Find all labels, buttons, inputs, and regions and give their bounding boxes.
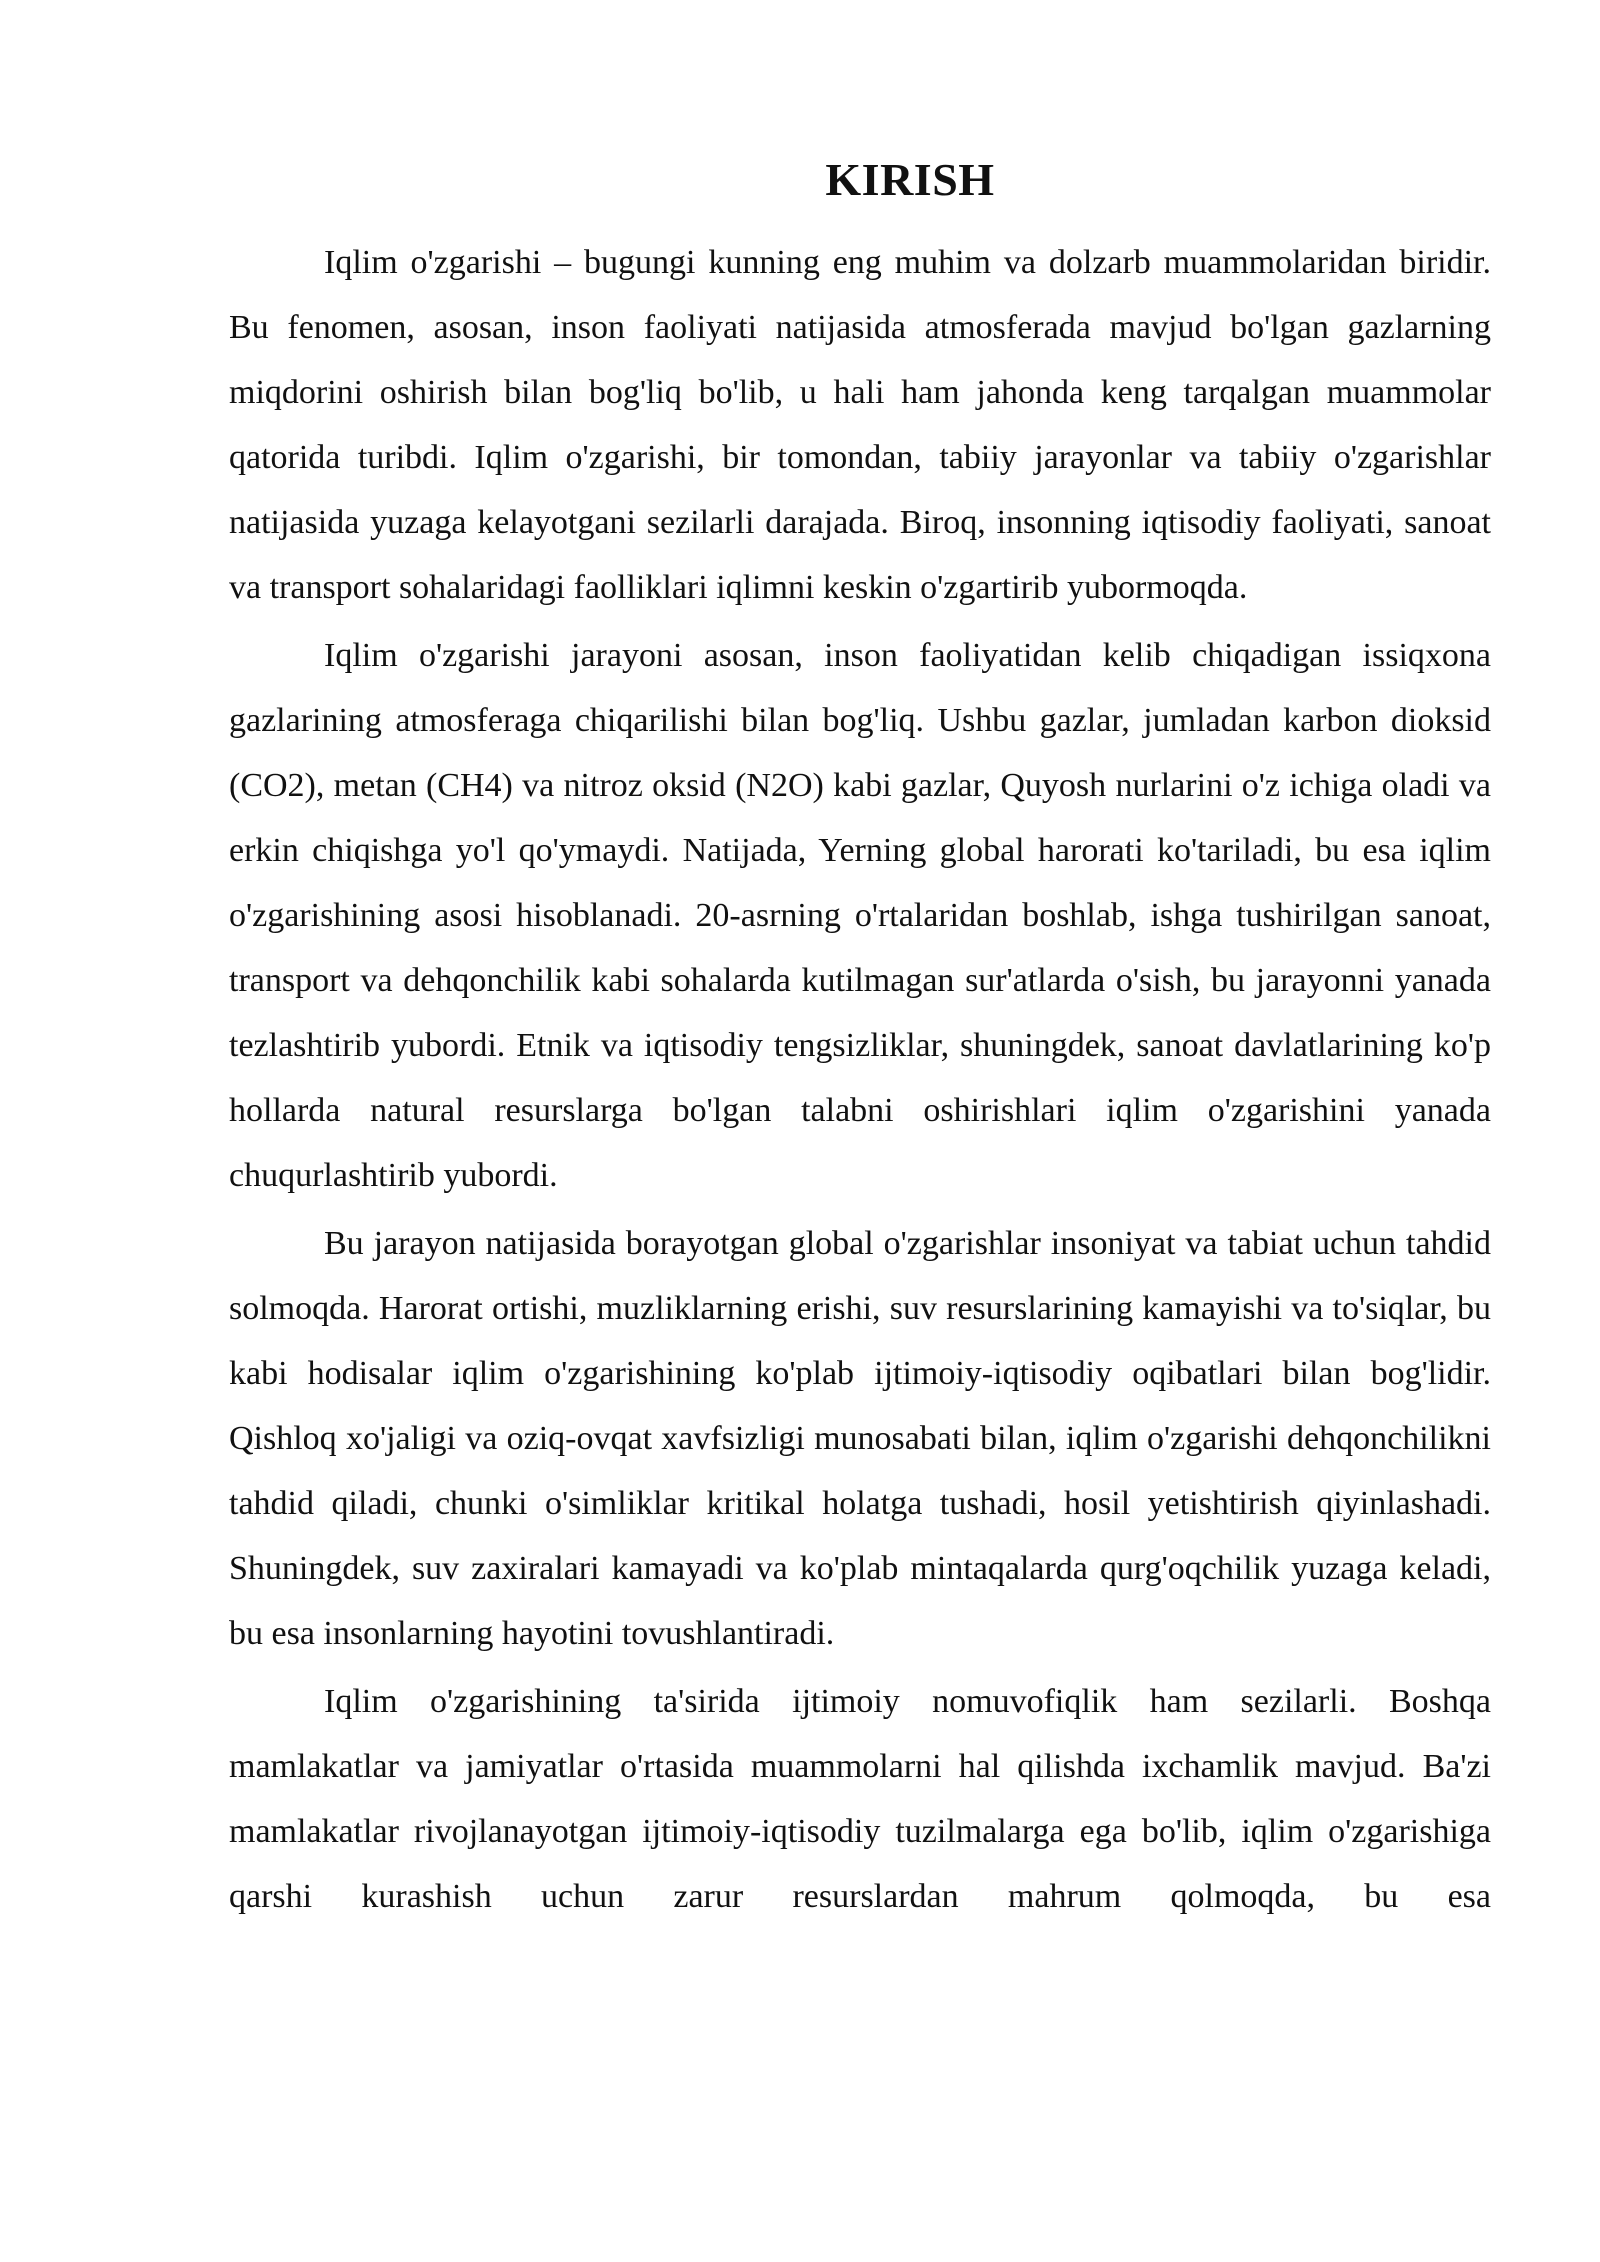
page-title: KIRISH xyxy=(825,154,995,205)
paragraph-2: Iqlim o'zgarishi jarayoni asosan, inson faoliyatidan kelib chiqadigan issiqxona gazlarining atmosferaga chiqarilishi bilan bog'liq. Ushbu gazlar, jumladan karbon dioksid (CO2), metan (CH4) va nitroz oksid (N2O) kabi gazlar, Quyosh nurlarini o'z ichiga oladi va erkin chiqishga yo'l qo'ymaydi. Natijada, Yerning global harorati ko'tariladi, bu esa iqlim o'zgarishining asosi hisoblanadi. 20-asrning o'rtalaridan boshlab, ishga tushirilgan sanoat, transport va dehqonchilik kabi sohalarda kutilmagan sur'atlarda o'sish, bu jarayonni yanada tezlashtirib yubordi. Etnik va iqtisodiy tengsizliklar, shuningdek, sanoat davlatlarining ko'p hollarda natural resurslarga bo'lgan talabni oshirishlari iqlim o'zgarishini yanada chuqurlashtirib yubordi. xyxy=(229,637,1491,1194)
paragraph-4: Iqlim o'zgarishining ta'sirida ijtimoiy nomuvofiqlik ham sezilarli. Boshqa mamlakatlar va jamiyatlar o'rtasida muammolarni hal qilishda ixchamlik mavjud. Ba'zi mamlakatlar rivojlanayotgan ijtimoiy-iqtisodiy tuzilmalarga ega bo'lib, iqlim o'zgarishiga qarshi kurashish uchun zarur resurslardan mahrum qolmoqda, bu esa xyxy=(229,1683,1491,1915)
document-body xyxy=(229,230,1491,1929)
paragraph-3: Bu jarayon natijasida borayotgan global o'zgarishlar insoniyat va tabiat uchun tahdid solmoqda. Harorat ortishi, muzliklarning erishi, suv resurslarining kamayishi va to'siqlar, bu kabi hodisalar iqlim o'zgarishining ko'plab ijtimoiy-iqtisodiy oqibatlari bilan bog'lidir. Qishloq xo'jaligi va oziq-ovqat xavfsizligi munosabati bilan, iqlim o'zgarishi dehqonchilikni tahdid qiladi, chunki o'simliklar kritikal holatga tushadi, hosil yetishtirish qiyinlashadi. Shuningdek, suv zaxiralari kamayadi va ko'plab mintaqalarda qurg'oqchilik yuzaga keladi, bu esa insonlarning hayotini tovushlantiradi. xyxy=(229,1225,1491,1652)
paragraph-1: Iqlim o'zgarishi – bugungi kunning eng muhim va dolzarb muammolaridan biridir. Bu fenomen, asosan, inson faoliyati natijasida atmosferada mavjud bo'lgan gazlarning miqdorini oshirish bilan bog'liq bo'lib, u hali ham jahonda keng tarqalgan muammolar qatorida turibdi. Iqlim o'zgarishi, bir tomondan, tabiiy jarayonlar va tabiiy o'zgarishlar natijasida yuzaga kelayotgani sezilarli darajada. Biroq, insonning iqtisodiy faoliyati, sanoat va transport sohalaridagi faolliklari iqlimni keskin o'zgartirib yubormoqda. xyxy=(229,244,1491,606)
